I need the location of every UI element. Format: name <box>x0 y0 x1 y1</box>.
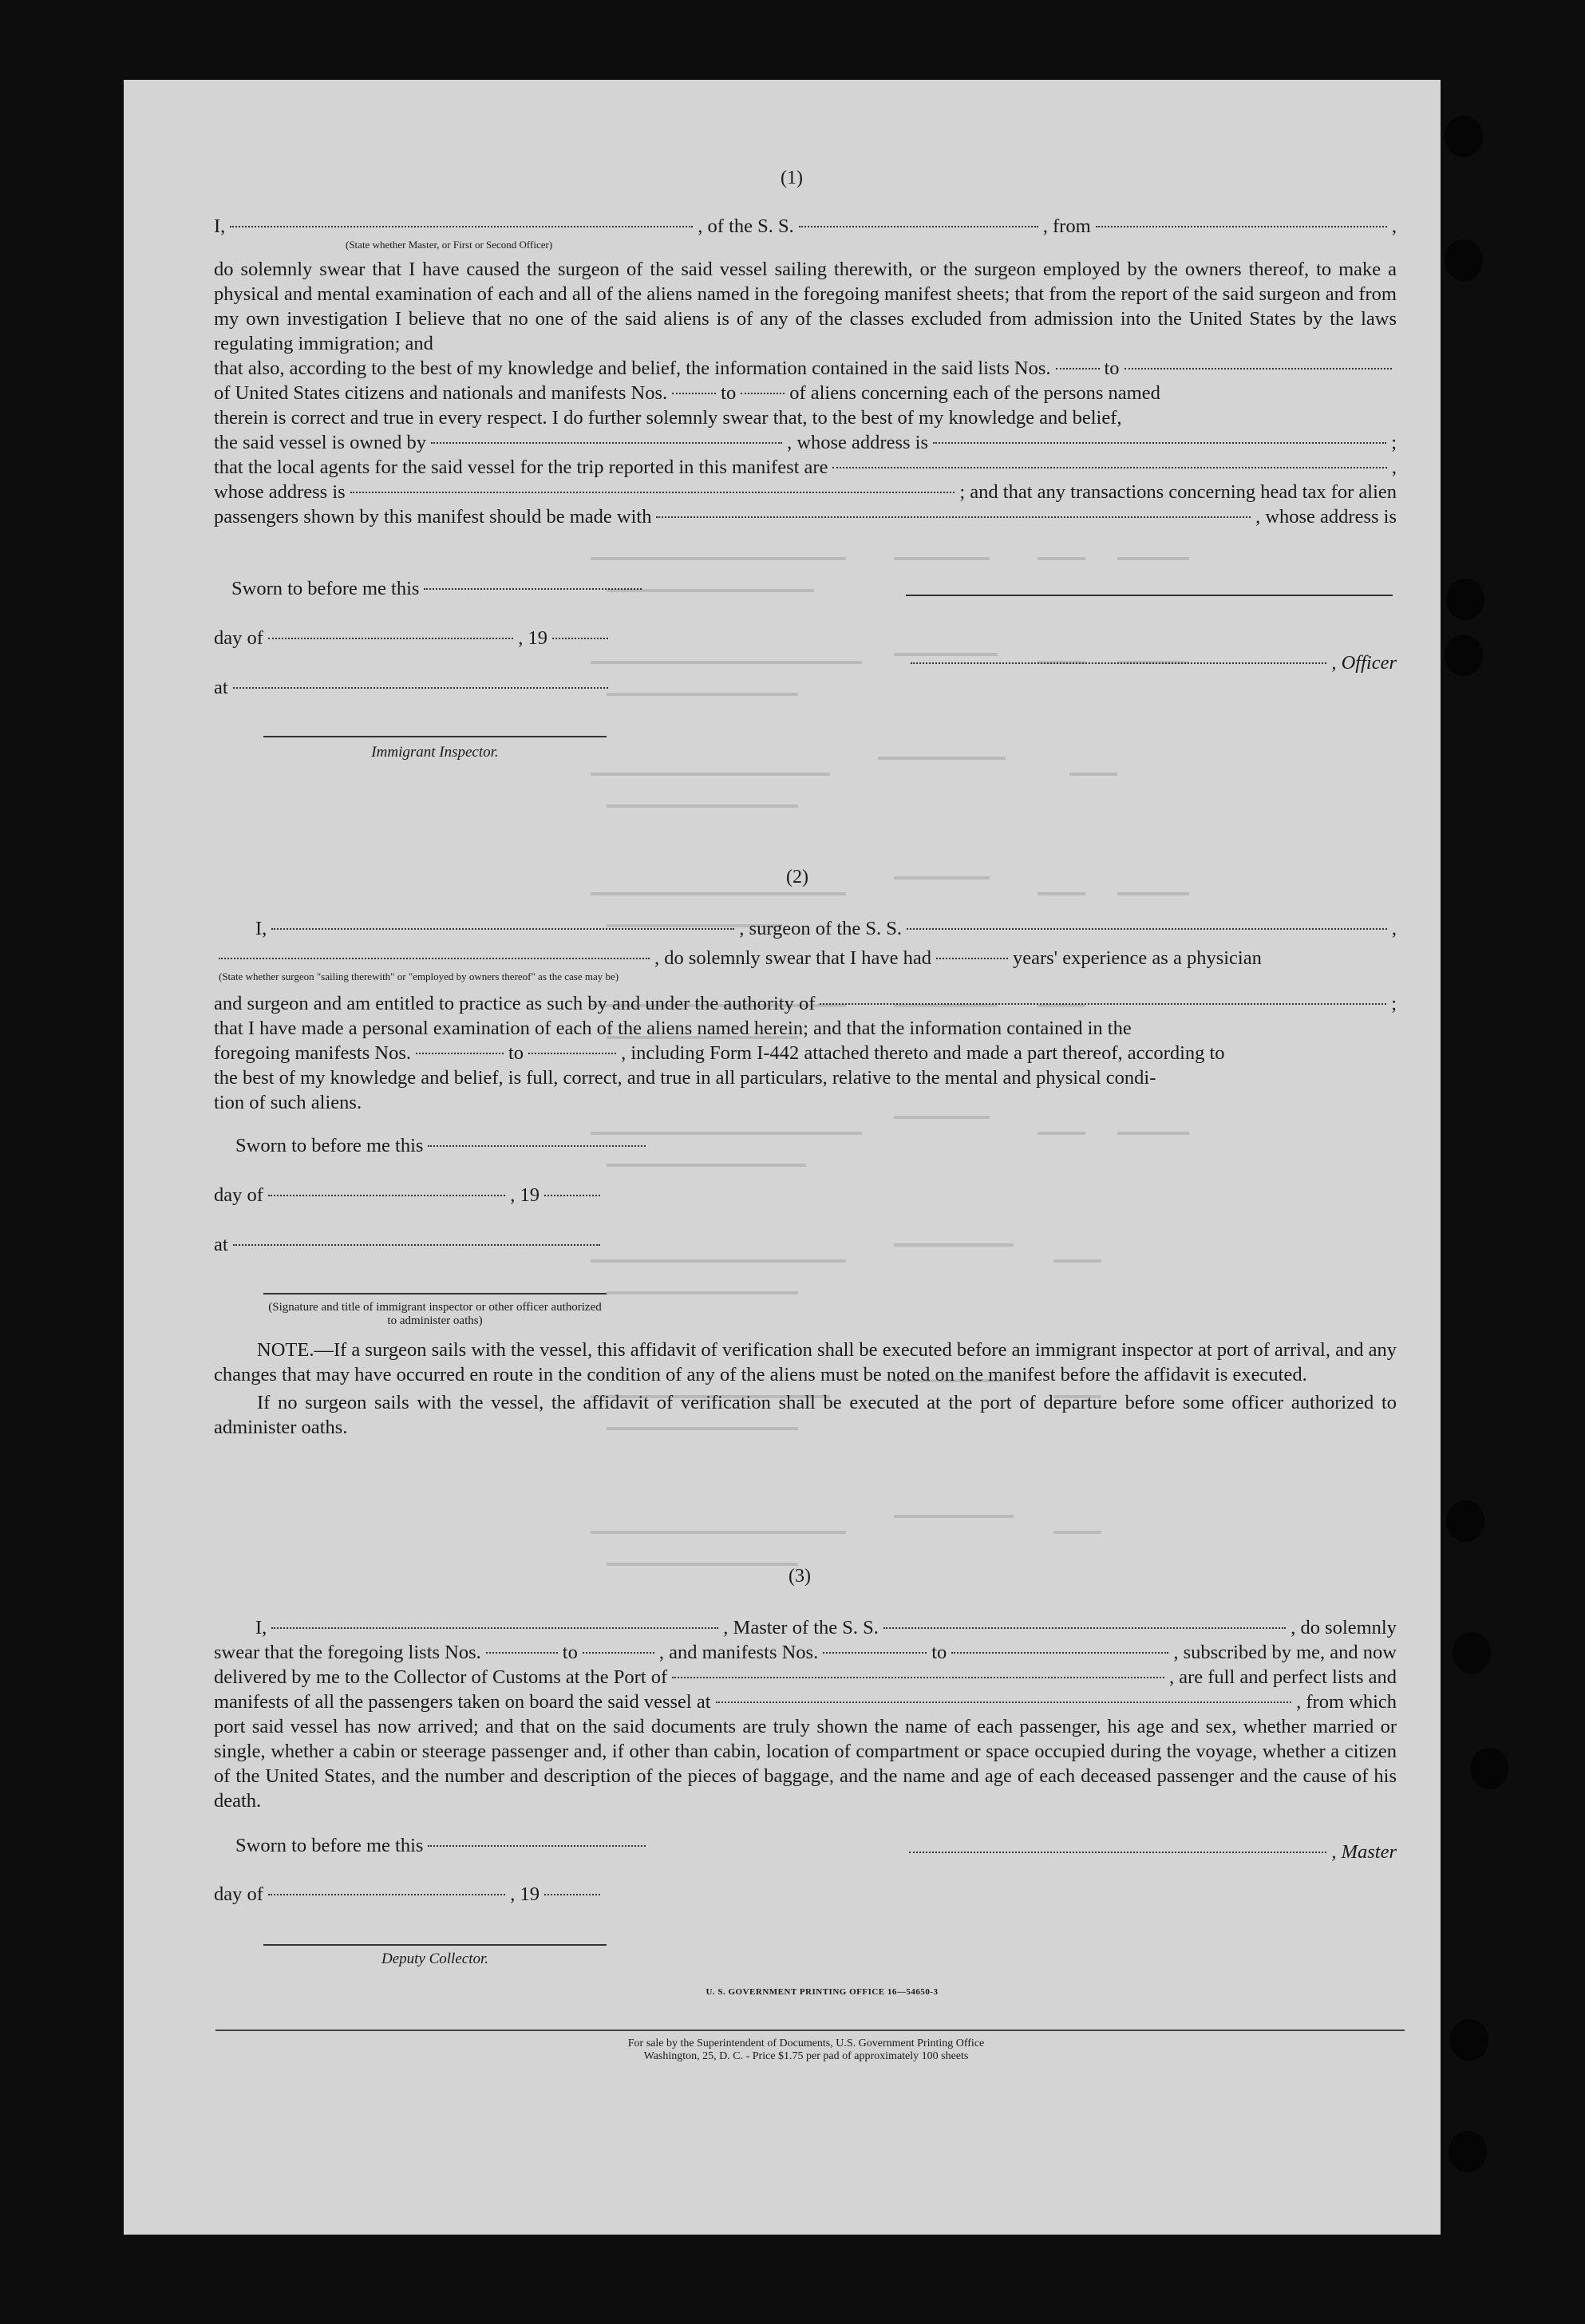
owner-field[interactable] <box>431 441 782 444</box>
correct-line: therein is correct and true in every respect. I do further solemnly swear that, to the best of my knowledge and belief, <box>214 407 1122 429</box>
label: , of the S. S. <box>698 215 794 237</box>
label: , 19 <box>510 1184 540 1206</box>
label: of aliens concerning each of the persons named <box>789 382 1160 404</box>
section-2-body <box>214 916 1397 1115</box>
section-1-at <box>214 675 613 700</box>
manifests-from-field[interactable] <box>823 1651 927 1654</box>
departure-port-field[interactable] <box>716 1701 1292 1703</box>
binder-hole <box>1450 2019 1488 2061</box>
label: at <box>214 1234 228 1255</box>
sale-line-2: Washington, 25, D. C. - Price $1.75 per pad of approximately 100 sheets <box>643 2050 969 2062</box>
surgeon-note: (State whether surgeon "sailing therewith" or "employed by owners thereof" as the case may be) <box>219 970 619 982</box>
collector-signature-line[interactable] <box>263 1944 607 1946</box>
year-field[interactable] <box>552 637 608 639</box>
vessel-field[interactable] <box>799 225 1038 227</box>
label: to <box>508 1042 524 1064</box>
section-1-sworn <box>231 576 646 601</box>
label: manifests of all the passengers taken on board the said vessel at <box>214 1691 711 1713</box>
label: day of <box>214 1883 263 1905</box>
label: ; <box>1391 432 1397 453</box>
footer-rule <box>215 2030 1405 2031</box>
sale-line-1: For sale by the Superintendent of Documents, U.S. Government Printing Office <box>627 2037 985 2049</box>
label: , subscribed by me, and now <box>1173 1642 1397 1663</box>
port-field[interactable] <box>672 1676 1164 1678</box>
label: that also, according to the best of my knowledge and belief, the information contained in the said lists Nos. <box>214 358 1051 379</box>
master-name-field[interactable] <box>271 1626 718 1629</box>
label: years' experience as a physician <box>1012 947 1262 969</box>
manifests-line <box>214 381 1397 405</box>
label: to <box>562 1642 578 1663</box>
label: , <box>1391 918 1397 939</box>
year-field[interactable] <box>544 1893 600 1895</box>
gpo-imprint: U. S. GOVERNMENT PRINTING OFFICE 16—54650-3 <box>706 1987 939 1997</box>
signature-caption: (Signature and title of immigrant inspector or other officer authorized to administer oaths) <box>268 1301 602 1327</box>
examination-line: that I have made a personal examination of each of the aliens named herein; and that the information contained in the <box>214 1018 1132 1039</box>
inspector-caption: Immigrant Inspector. <box>371 744 499 761</box>
label: I, <box>255 918 267 939</box>
day-field[interactable] <box>268 637 513 639</box>
label: , Master of the S. S. <box>723 1617 879 1638</box>
address-line <box>214 480 1397 504</box>
collector-caption: Deputy Collector. <box>381 1951 489 1967</box>
section-3-number: (3) <box>789 1566 811 1587</box>
label: , <box>1391 457 1397 478</box>
section-1-number: (1) <box>781 168 803 188</box>
label: delivered by me to the Collector of Customs at the Port of <box>214 1666 668 1688</box>
label: , are full and perfect lists and <box>1168 1666 1397 1688</box>
agents-address-field[interactable] <box>350 491 955 493</box>
label: , whose address is <box>1255 506 1397 528</box>
master-signature-row <box>904 1840 1397 1864</box>
note-block <box>214 1338 1397 1440</box>
label: ; <box>1391 993 1397 1014</box>
section-3-paragraph: port said vessel has now arrived; and that on the said documents are truly shown the name of each passenger, his age and sex, whether married or single, whether a cabin or steerage passenger and, if other than cabin, location of compartment or space occupied during the voyage, whether a citizen of the United States, and the number and description of the pieces of baggage, and the name and age of each deceased passenger and the cause of his death. <box>214 1716 1397 1812</box>
binder-hole <box>1445 634 1483 676</box>
from-field[interactable] <box>1096 225 1387 227</box>
years-field[interactable] <box>936 957 1008 959</box>
year-field[interactable] <box>544 1194 600 1196</box>
section-1-paragraph: do solemnly swear that I have caused the surgeon of the said vessel sailing therewith, or the surgeon employed by the owners thereof, to make a physical and mental examination of each and all of the aliens named in the foregoing manifest sheets; that from the report of the said surgeon and from my own investigation I believe that no one of the said aliens is of any of the classes excluded from admission into the United States by the laws regulating immigration; and <box>214 259 1397 354</box>
label: , including Form I-442 attached thereto and made a part thereof, according to <box>621 1042 1225 1064</box>
manifest-to-field[interactable] <box>528 1052 616 1054</box>
label: , Master <box>1331 1841 1397 1863</box>
section-3-sworn <box>235 1833 650 1858</box>
label: whose address is <box>214 481 346 503</box>
day-field[interactable] <box>268 1194 505 1196</box>
section-1-master-line <box>214 214 1397 251</box>
owner-address-field[interactable] <box>933 441 1386 444</box>
label: day of <box>214 627 263 649</box>
label: passengers shown by this manifest should be made with <box>214 506 652 528</box>
officer-line <box>906 650 1397 675</box>
surgeon-name-field[interactable] <box>271 927 734 930</box>
label: I, <box>214 215 226 237</box>
label: foregoing manifests Nos. <box>214 1042 411 1064</box>
condition-line: tion of such aliens. <box>214 1092 362 1113</box>
at-field[interactable] <box>233 686 608 689</box>
master-note: (State whether Master, or First or Second Officer) <box>346 239 553 251</box>
label: and surgeon and am entitled to practice as such by and under the authority of <box>214 993 816 1014</box>
binder-hole <box>1445 239 1483 281</box>
passengers-line <box>214 504 1397 529</box>
name-field[interactable] <box>230 225 693 227</box>
label: , do solemnly swear that I have had <box>654 947 931 969</box>
head-tax-field[interactable] <box>656 516 1251 518</box>
binder-hole <box>1470 1748 1508 1789</box>
label: , and manifests Nos. <box>658 1642 819 1663</box>
manifest-from-field[interactable] <box>672 392 716 394</box>
label: ; and that any transactions concerning head tax for alien <box>959 481 1397 503</box>
note-paragraph-2: If no surgeon sails with the vessel, the affidavit of verification shall be executed at the port of departure before some officer authorized to administer oaths. <box>214 1392 1397 1438</box>
label: at <box>214 677 228 698</box>
section-2-sworn <box>235 1133 650 1158</box>
lists-from-field[interactable] <box>486 1651 558 1654</box>
label: to <box>1104 358 1120 379</box>
label: Sworn to before me this <box>235 1135 424 1156</box>
label: , from which <box>1296 1691 1397 1713</box>
label: , 19 <box>518 627 547 649</box>
note-paragraph: NOTE.—If a surgeon sails with the vessel, this affidavit of verification shall be executed before an immigrant inspector at port of arrival, and any changes that may have occurred en route in the condition of any of the aliens must be noted on the manifest before the affidavit is executed. <box>214 1339 1397 1385</box>
label: swear that the foregoing lists Nos. <box>214 1642 481 1663</box>
label: , Officer <box>1331 652 1397 674</box>
binder-hole <box>1449 2131 1487 2172</box>
officer-field[interactable] <box>911 662 1326 664</box>
label: Sworn to before me this <box>235 1835 424 1856</box>
label: , <box>1391 215 1397 237</box>
manifest-from-field[interactable] <box>416 1052 504 1054</box>
label: Sworn to before me this <box>231 578 420 599</box>
sworn-date-field[interactable] <box>424 587 642 590</box>
label: that the local agents for the said vessel for the trip reported in this manifest are <box>214 457 828 478</box>
sworn-date-field[interactable] <box>428 1844 646 1847</box>
section-2-number: (2) <box>786 867 808 887</box>
manifest-to-field[interactable] <box>741 392 785 394</box>
surgeon-type-field[interactable] <box>219 957 650 959</box>
label: , surgeon of the S. S. <box>739 918 903 939</box>
binder-hole <box>1445 116 1483 157</box>
section-3-day <box>214 1882 605 1907</box>
binder-hole <box>1446 1500 1484 1542</box>
list-to-field[interactable] <box>1125 367 1392 370</box>
belief-line: the best of my knowledge and belief, is full, correct, and true in all particulars, relative to the mental and physical condi- <box>214 1067 1156 1089</box>
lists-line <box>214 356 1397 381</box>
label: the said vessel is owned by <box>214 432 427 453</box>
oath-officer-signature-line[interactable] <box>263 1293 607 1294</box>
master-signature-field[interactable] <box>909 1851 1326 1853</box>
label: , do solemnly <box>1291 1617 1397 1638</box>
master-vessel-field[interactable] <box>883 1626 1286 1629</box>
section-2-day <box>214 1183 605 1207</box>
at-field[interactable] <box>233 1243 600 1246</box>
label: I, <box>255 1617 267 1638</box>
sworn-date-field[interactable] <box>428 1144 646 1147</box>
label: to <box>721 382 737 404</box>
label: day of <box>214 1184 263 1206</box>
binder-hole <box>1446 579 1484 620</box>
label: , whose address is <box>787 432 928 453</box>
officer-signature-line[interactable] <box>906 595 1393 596</box>
manifests-to-field[interactable] <box>951 1651 1168 1654</box>
agents-line <box>214 455 1397 480</box>
owned-line <box>214 430 1397 455</box>
section-1-day <box>214 626 613 650</box>
authority-field[interactable] <box>820 1002 1386 1005</box>
binder-hole <box>1453 1632 1491 1674</box>
label: of United States citizens and nationals and manifests Nos. <box>214 382 668 404</box>
label: , from <box>1042 215 1091 237</box>
section-2-at <box>214 1232 605 1257</box>
section-3-body <box>214 1615 1397 1813</box>
lists-to-field[interactable] <box>583 1651 654 1654</box>
agents-field[interactable] <box>832 466 1386 468</box>
label: , 19 <box>510 1883 540 1905</box>
label: to <box>931 1642 947 1663</box>
list-from-field[interactable] <box>1056 367 1100 370</box>
surgeon-vessel-field[interactable] <box>907 927 1387 930</box>
day-field[interactable] <box>268 1893 505 1895</box>
inspector-signature-line[interactable] <box>263 736 607 737</box>
